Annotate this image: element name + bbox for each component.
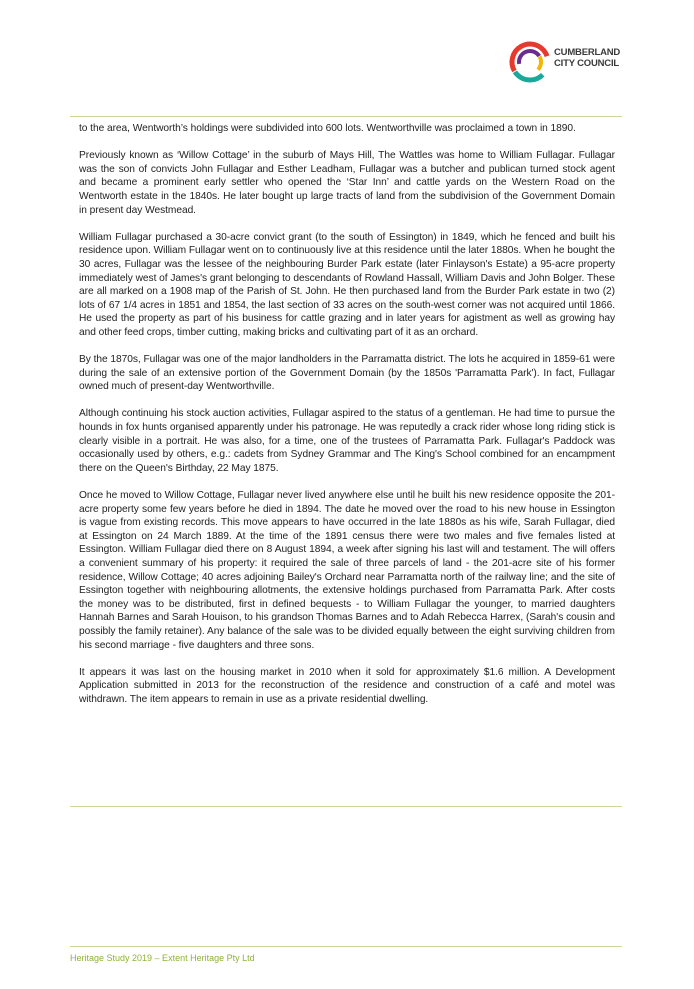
cumberland-city-council-logo: [508, 40, 628, 84]
body-text: [79, 122, 615, 720]
header-divider: [70, 116, 622, 117]
paragraph-4: By the 1870s, Fullagar was one of the major landholders in the Parramatta district. The lots he acquired in 1859-61 were during the sale of an extensive portion of the Government Domain (by the 1850s 'Parramatta Park'). In fact, Fullagar owned much of present-day Wentworthville.: [79, 354, 615, 393]
logo-wordmark: [554, 47, 620, 69]
paragraph-1: to the area, Wentworth’s holdings were subdivided into 600 lots. Wentworthville was proclaimed a town in 1890.: [79, 123, 576, 134]
content-end-divider: [70, 806, 622, 807]
footer-text: Heritage Study 2019 – Extent Heritage Pty Ltd: [70, 953, 255, 963]
paragraph-7: It appears it was last on the housing market in 2010 when it sold for approximately $1.6 million. A Development Application submitted in 2013 for the reconstruction of the residence and construction of a café and motel was withdrawn. The item appears to remain in use as a private residential dwelling.: [79, 666, 615, 705]
paragraph-2: Previously known as ‘Willow Cottage’ in the suburb of Mays Hill, The Wattles was home to William Fullagar. Fullagar was the son of convicts John Fullagar and Esther Leadham, Fullagar was a butcher and publican turned stock agent and became a prominent early settler who opened the ‘Star Inn’ and cattle yards on the Western Road on the Wentworth estate in the 1840s. He later bought up large tracts of land from the subdivision of the Government Domain in present day Westmead.: [79, 150, 615, 216]
logo-line-2: CITY COUNCIL: [554, 58, 619, 69]
council-logo-mark-icon: [508, 40, 552, 84]
paragraph-3: William Fullagar purchased a 30-acre convict grant (to the south of Essington) in 1849, which he fenced and built his residence upon. William Fullagar went on to continuously live at this residence until the later 1880s. When he bought the 30 acres, Fullagar was the lessee of the neighbouring Burder Park estate (later Finlayson's Estate) a 95-acre property immediately west of James's grant belonging to descendants of Rowland Hassall, William Davis and John Bolger. These are all marked on a 1908 map of the Parish of St. John. He then purchased land from the Burder Park estate in two (2) lots of 67 1/4 acres in 1851 and 1854, the last section of 33 acres on the south-west corner was not acquired until 1866. He used the property as part of his business for cattle grazing and in later years for agistment as well as growing hay and other feed crops, timber cutting, making bricks and cultivating part of it as an orchard.: [79, 231, 615, 338]
paragraph-5: Although continuing his stock auction activities, Fullagar aspired to the status of a gentleman. He had time to pursue the hounds in fox hunts organised apparently under his patronage. He was reputedly a crack rider whose long riding stick is clearly visible in a portrait. He was also, for a time, one of the trustees of Parramatta Park. Fullagar's Paddock was occasionally used by others, e.g.: cadets from Sydney Grammar and The King's School combined for an encampment there on the Queen's Birthday, 22 May 1875.: [79, 408, 615, 474]
logo-line-1: CUMBERLAND: [554, 47, 621, 58]
footer-divider: [70, 946, 622, 947]
paragraph-6: Once he moved to Willow Cottage, Fullagar never lived anywhere else until he built his new residence opposite the 201-acre property some few years before he died in 1894. The date he moved over the road to his new house in Essington is vague from existing records. This move appears to have occurred in the late 1880s as his wife, Sarah Fullagar, died at Essington on 24 March 1889. At the time of the 1891 census there were two males and five females listed at Essington. William Fullagar died there on 8 August 1894, a week after signing his last will and testament. The will offers a convenient summary of his property: it required the sale of three parcels of land - the 201-acre site of his former residence, Willow Cottage; 40 acres adjoining Bailey's Orchard near Parramatta north of the railway line; and the site of Essington together with neighbouring allotments, the extensive holdings purchased from Parramatta Park. After costs the money was to be distributed, first in defined bequests - to William Fullagar the younger, to married daughters Hannah Barnes and Sarah Houison, to his grandson Thomas Barnes and to Adah Rebecca Harrex, (Sarah's cousin and possibly the family retainer). Any balance of the sale was to be divided equally between the eight surviving children from his second marriage - five daughters and three sons.: [79, 490, 615, 651]
